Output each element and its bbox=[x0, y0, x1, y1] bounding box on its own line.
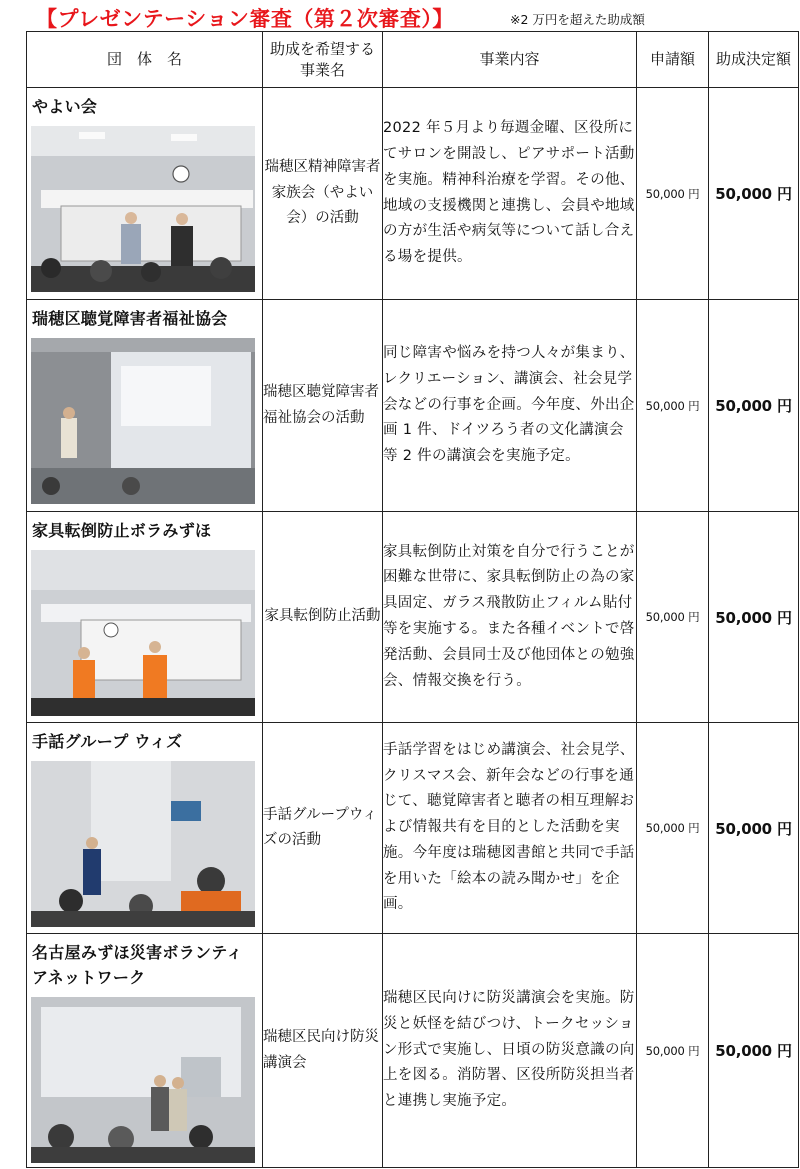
granted-amount: 50,000 円 bbox=[709, 88, 799, 300]
title-row bbox=[0, 0, 800, 32]
activity-photo bbox=[31, 126, 255, 292]
requested-amount: 50,000 円 bbox=[637, 88, 709, 300]
table-row bbox=[27, 300, 799, 512]
granted-amount: 50,000 円 bbox=[709, 512, 799, 723]
header-name: 団 体 名 bbox=[27, 32, 263, 88]
requested-amount: 50,000 円 bbox=[637, 300, 709, 512]
header-requested: 申請額 bbox=[637, 32, 709, 88]
project-content: 手話学習をはじめ講演会、社会見学、クリスマス会、新年会などの行事を通じて、聴覚障害者と聴者の相互理解および情報共有を目的とした活動を実施。今年度は瑞穂図書館と共同で手話を用いた「絵本の読み聞かせ」を企画。 bbox=[383, 723, 637, 934]
project-name: 手話グループウィズの活動 bbox=[263, 723, 383, 934]
project-name: 家具転倒防止活動 bbox=[263, 512, 383, 723]
header-granted: 助成決定額 bbox=[709, 32, 799, 88]
grant-table bbox=[26, 31, 799, 1168]
org-name: 瑞穂区聴覚障害者福祉協会 bbox=[32, 309, 228, 328]
project-name: 瑞穂区民向け防災講演会 bbox=[263, 934, 383, 1168]
header-content: 事業内容 bbox=[383, 32, 637, 88]
project-content: 2022 年５月より毎週金曜、区役所にてサロンを開設し、ピアサポート活動を実施。精神科治療を学習。その他、地域の支援機関と連携し、会員や地域の方が生活や病気等について話し合える場を提供。 bbox=[383, 88, 637, 300]
org-cell bbox=[27, 512, 263, 723]
table-row bbox=[27, 512, 799, 723]
header-row bbox=[27, 32, 799, 88]
project-content: 瑞穂区民向けに防災講演会を実施。防災と妖怪を結びつけ、トークセッション形式で実施し、日頃の防災意識の向上を図る。消防署、区役所防災担当者と連携し実施予定。 bbox=[383, 934, 637, 1168]
project-name: 瑞穂区聴覚障害者福祉協会の活動 bbox=[263, 300, 383, 512]
requested-amount: 50,000 円 bbox=[637, 723, 709, 934]
header-project: 助成を希望する事業名 bbox=[263, 32, 383, 88]
org-cell bbox=[27, 723, 263, 934]
table-row bbox=[27, 88, 799, 300]
org-cell bbox=[27, 934, 263, 1168]
project-content: 家具転倒防止対策を自分で行うことが困難な世帯に、家具転倒防止の為の家具固定、ガラス飛散防止フィルム貼付等を実施する。また各種イベントで啓発活動、会員同士及び他団体との勉強会、情報交換を行う。 bbox=[383, 512, 637, 723]
activity-photo bbox=[31, 550, 255, 716]
table-row bbox=[27, 723, 799, 934]
requested-amount: 50,000 円 bbox=[637, 934, 709, 1168]
org-name: 名古屋みずほ災害ボランティアネットワーク bbox=[32, 943, 243, 987]
granted-amount: 50,000 円 bbox=[709, 934, 799, 1168]
org-cell bbox=[27, 300, 263, 512]
org-name: 家具転倒防止ボラみずほ bbox=[32, 521, 212, 540]
activity-photo bbox=[31, 997, 255, 1163]
org-name: 手話グループ ウィズ bbox=[32, 732, 183, 751]
note-text: ※2 万円を超えた助成額 bbox=[510, 12, 645, 27]
org-cell bbox=[27, 88, 263, 300]
activity-photo bbox=[31, 761, 255, 927]
granted-amount: 50,000 円 bbox=[709, 723, 799, 934]
requested-amount: 50,000 円 bbox=[637, 512, 709, 723]
project-name: 瑞穂区精神障害者家族会（やよい会）の活動 bbox=[263, 88, 383, 300]
activity-photo bbox=[31, 338, 255, 504]
table-row bbox=[27, 934, 799, 1168]
granted-amount: 50,000 円 bbox=[709, 300, 799, 512]
org-name: やよい会 bbox=[32, 97, 98, 116]
project-content: 同じ障害や悩みを持つ人々が集まり、レクリエーション、講演会、社会見学会などの行事を企画。今年度、外出企画 1 件、ドイツろう者の文化講演会等 2 件の講演会を実施予定。 bbox=[383, 300, 637, 512]
page-title: 【プレゼンテーション審査（第２次審査）】 bbox=[36, 7, 454, 31]
